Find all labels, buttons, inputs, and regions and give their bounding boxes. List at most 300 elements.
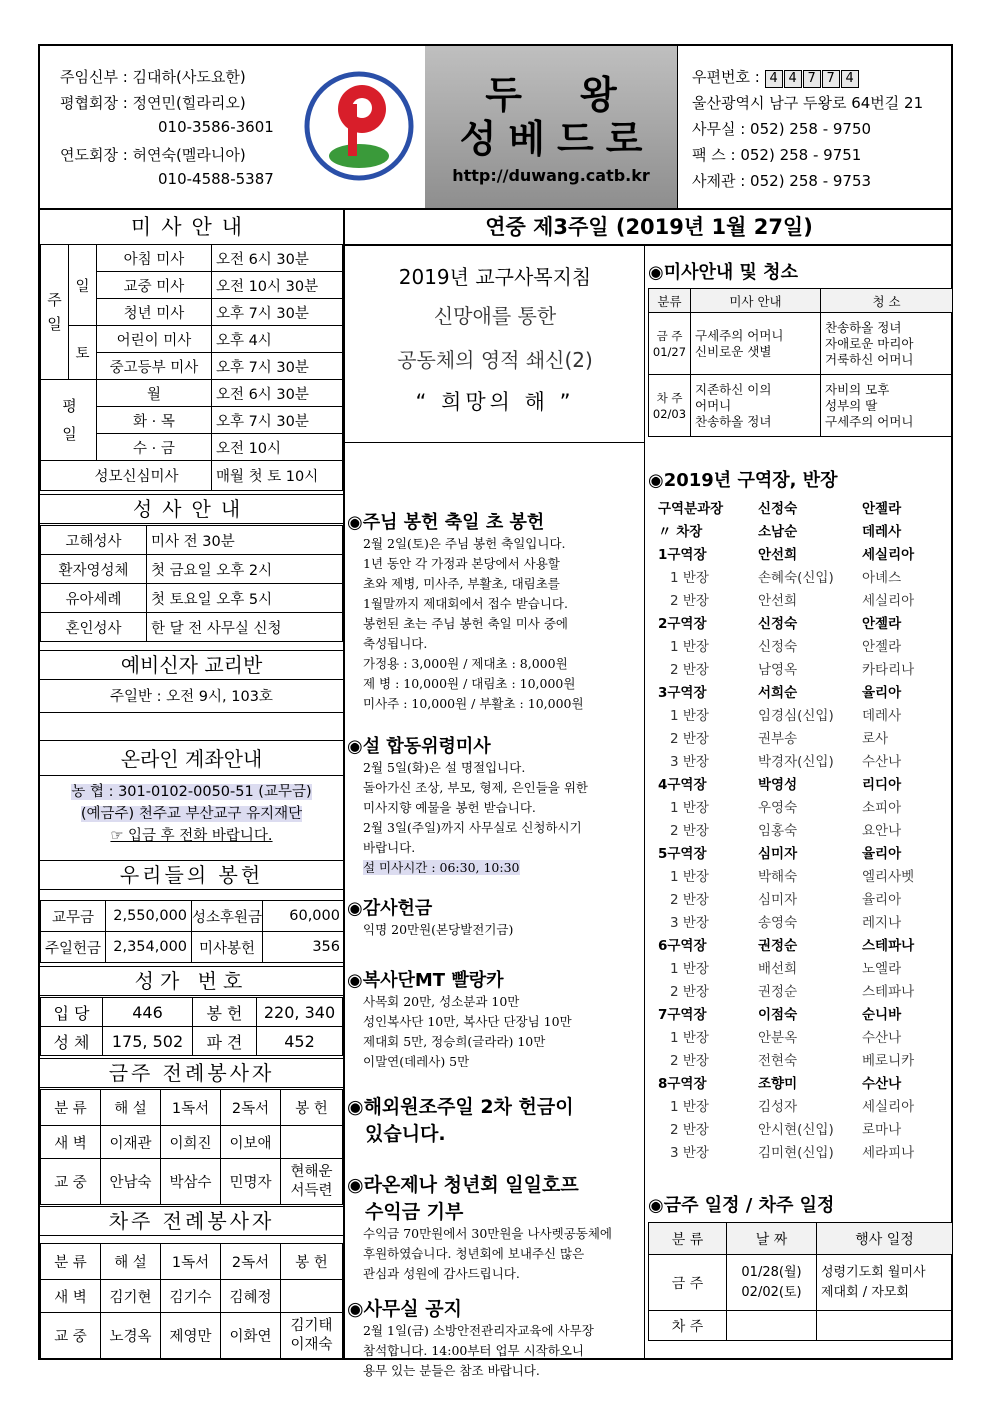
schedule-date: 02/02(토) [741,1284,802,1300]
district-role: 3 반장 [670,915,709,931]
clean-week-date: 02/03 [652,406,687,421]
district-row [646,659,946,682]
offering-label: 성소후원금 [192,901,263,932]
hymn-number: 446 [103,998,193,1027]
district-baptismal-name: 수산나 [862,754,902,770]
district-row [646,1050,946,1073]
district-row [646,567,946,590]
servers-cell: 교 중 [41,1159,101,1205]
hymn-label: 성 체 [41,1027,103,1056]
district-row [646,1096,946,1119]
district-name: 안시현(신입) [758,1122,834,1138]
notice-title: ◉해외원조주일 2차 헌금이 [347,1096,574,1118]
notice-altar-mt [347,966,572,1072]
notice-line: 관심과 성원에 감사드립니다. [363,1266,520,1281]
district-name: 배선희 [758,961,798,977]
servers-this-table [40,1089,343,1205]
district-row [646,613,946,636]
clean-group: 거룩하신 어머니 [825,351,914,367]
account-box [40,781,343,847]
notice-line: 수익금 70만원에서 30만원을 나사렛공동체에 [363,1226,613,1241]
clean-group: 성부의 딸 [825,397,878,413]
district-name: 권부송 [758,731,798,747]
servers-header: 봉 헌 [281,1244,343,1280]
district-row [646,498,946,521]
district-name: 조향미 [758,1076,798,1092]
mass-name: 아침 미사 [97,245,212,272]
district-baptismal-name: 세실리아 [862,547,915,563]
schedule-title: ◉금주 일정 / 차주 일정 [648,1195,835,1216]
servers-cell: 새 벽 [41,1280,101,1313]
servers-cell [281,1126,343,1159]
notice-line: 2월 1일(금) 소방안전관리자교육에 사무장 [363,1323,594,1338]
district-row [646,1027,946,1050]
pastoral-line3: 공동체의 영적 쇄신(2) [397,348,593,372]
zip-line [692,66,860,88]
account-holder: (예금주) 천주교 부산교구 유지재단 [80,806,303,822]
servers-cell: 김기태 이재숙 [281,1313,343,1359]
district-role: 1 반장 [670,708,709,724]
schedule-this-week: 금 주 [649,1255,727,1311]
pastoral-line2: 신망애를 통한 [433,304,557,328]
mass-time: 오후 7시 30분 [211,353,342,380]
servers-this-title: 금주 전례봉사자 [40,1058,343,1088]
schedule-event: 성령기도회 월미사 [821,1264,926,1280]
clean-week-date: 01/27 [652,344,687,359]
parish-title-line1: 두왕 [485,73,675,117]
hymn-number: 452 [257,1027,343,1056]
district-row [646,728,946,751]
zip-digit: 4 [784,70,802,88]
district-row [646,820,946,843]
servers-cell: 민명자 [221,1159,281,1205]
mass-title: 미사안내 [130,215,253,239]
district-baptismal-name: 안젤라 [862,616,902,632]
hymns-table [40,997,343,1056]
pastoral-line1: 2019년 교구사목지침 [398,265,592,289]
district-baptismal-name: 순니바 [862,1007,902,1023]
district-role: 2 반장 [670,892,709,908]
servers-header: 봉 헌 [281,1090,343,1126]
clean-group: 자애로운 마리아 [825,335,914,351]
offering-label: 미사봉헌 [192,932,263,963]
district-row [646,636,946,659]
servers-cell [281,1280,343,1313]
district-row [646,912,946,935]
zip-label: 우편번호 : [692,68,760,86]
district-role: 2 반장 [670,1053,709,1069]
hymn-number: 220, 340 [257,998,343,1027]
notice-line: 후원하였습니다. 청년회에 보내주신 많은 [363,1246,585,1261]
sacrament-title: 성사안내 [40,494,343,524]
notice-line: 2월 5일(화)은 설 명절입니다. [363,760,526,775]
notice-line: 이말연(데레사) 5만 [363,1054,470,1069]
clean-group: 자비의 모후 [825,381,890,397]
offering-value: 60,000 [263,901,345,932]
hymn-number: 175, 502 [103,1027,193,1056]
notice-line: 돌아가신 조상, 부모, 형제, 은인들을 위한 [363,780,588,795]
district-role: 1 반장 [670,1099,709,1115]
notice-line: 2월 2일(토)은 주님 봉헌 축일입니다. [363,536,566,551]
district-baptismal-name: 로사 [862,731,889,747]
district-row [646,682,946,705]
district-role: 1구역장 [658,547,707,563]
district-baptismal-name: 세실리아 [862,593,915,609]
notice-candle [347,508,584,714]
offering-label: 교무금 [41,901,106,932]
servers-header: 1독서 [161,1244,221,1280]
district-row [646,521,946,544]
servers-cell: 이희진 [161,1126,221,1159]
notice-title: ◉주님 봉헌 축일 초 봉헌 [347,512,545,533]
notice-line: 봉헌된 초는 주님 봉헌 축일 미사 중에 [363,616,568,631]
weekday-label: 평일 [41,380,97,461]
prayer-president-line: 연도회장 : 허연숙(멜라니아) [60,146,246,164]
notice-line: 제 병 : 10,000원 / 대림초 : 10,000원 [363,676,576,691]
notice-title: ◉복사단MT 빨랑카 [347,970,504,991]
header-address [677,46,953,208]
district-name: 안선희 [758,593,798,609]
parish-title-line2: 성베드로 [459,117,655,161]
offering-table [40,900,345,963]
district-baptismal-name: 엘리사벳 [862,869,915,885]
servers-cell: 새 벽 [41,1126,101,1159]
district-role: 5구역장 [658,846,707,862]
district-name: 박해숙 [758,869,798,885]
district-name: 신정숙 [758,501,798,517]
clean-week-label: 차 주 [656,390,683,405]
header-contacts [40,46,425,208]
sacrament-name: 고해성사 [41,526,147,555]
district-name: 남영옥 [758,662,798,678]
district-name: 신정숙 [758,639,798,655]
district-baptismal-name: 안젤라 [862,639,902,655]
notice-title: ◉라온제나 청년회 일일호프 [347,1174,579,1196]
notice-line: 용무 있는 분들은 참조 바랍니다. [363,1363,540,1378]
clean-mass-group: 구세주의 어머니 [695,327,784,343]
district-title: ◉2019년 구역장, 반장 [648,470,838,491]
notice-office [347,1294,594,1381]
district-list [646,498,946,1165]
mass-time: 오전 10시 30분 [211,272,342,299]
district-name: 권정순 [758,984,798,1000]
district-role: 2 반장 [670,662,709,678]
district-baptismal-name: 레지나 [862,915,902,931]
district-role: 3구역장 [658,685,707,701]
district-baptismal-name: 로마나 [862,1122,902,1138]
district-name: 서희순 [758,685,798,701]
district-name: 김미현(신입) [758,1145,834,1161]
mass-time: 오전 10시 [211,434,342,461]
parish-url[interactable]: http://duwang.catb.kr [452,166,650,185]
mass-name: 화 · 목 [97,407,212,434]
servers-cell: 이보애 [221,1126,281,1159]
district-role: 6구역장 [658,938,707,954]
district-role: 7구역장 [658,1007,707,1023]
parish-logo-icon [302,64,417,189]
district-row [646,590,946,613]
clean-group: 구세주의 어머니 [825,413,914,429]
notice-line: 사목회 20만, 성소분과 10만 [363,994,520,1009]
district-role: 1 반장 [670,639,709,655]
schedule-event: 제대회 / 자모회 [821,1284,909,1300]
district-row [646,889,946,912]
zip-digit: 7 [822,70,840,88]
district-baptismal-name: 카타리나 [862,662,915,678]
notice-line: 초와 제병, 미사주, 부활초, 대림초를 [363,576,560,591]
sunday-label: 주일 [41,245,69,380]
servers-cell: 안남숙 [101,1159,161,1205]
schedule-date: 01/28(월) [741,1264,802,1280]
district-role: 3 반장 [670,754,709,770]
mass-name: 어린이 미사 [97,326,212,353]
district-role: 8구역장 [658,1076,707,1092]
district-name: 손혜숙(신입) [758,570,834,586]
district-role: 2 반장 [670,984,709,1000]
right-column [646,246,953,1335]
servers-cell: 박삼수 [161,1159,221,1205]
district-baptismal-name: 스테파나 [862,938,915,954]
district-role: 구역분과장 [658,501,724,517]
notice-line: 미사주 : 10,000원 / 부활초 : 10,000원 [363,696,584,711]
clean-mass-group: 찬송하올 정녀 [695,413,772,429]
pastor-line: 주임신부 : 김대하(사도요한) [60,68,246,86]
catechumen-line: 주일반 : 오전 9시, 103호 [110,689,273,705]
district-baptismal-name: 세라피나 [862,1145,915,1161]
special-mass-time: 매월 첫 토 10시 [211,461,342,491]
district-name: 신정숙 [758,616,798,632]
schedule-header: 행사 일정 [817,1223,953,1255]
servers-header: 해 설 [101,1090,161,1126]
district-name: 전현숙 [758,1053,798,1069]
servers-cell: 김기현 [101,1280,161,1313]
hymn-label: 입 당 [41,998,103,1027]
servers-next-table [40,1243,343,1359]
district-row [646,1119,946,1142]
fax-phone: 팩 스 : 052) 258 - 9751 [692,146,862,164]
sunday-il-label: 일 [69,245,97,326]
district-role: 1 반장 [670,570,709,586]
servers-cell: 교 중 [41,1313,101,1359]
district-baptismal-name: 안젤라 [862,501,902,517]
district-role: 1 반장 [670,1030,709,1046]
servers-cell: 현해운 서득련 [281,1159,343,1205]
district-row [646,866,946,889]
servers-cell: 이화연 [221,1313,281,1359]
sunday-title: 연중 제3주일 (2019년 1월 27일) [485,215,813,239]
offering-label: 주일헌금 [41,932,106,963]
district-baptismal-name: 세실리아 [862,1099,915,1115]
servers-next-title: 차주 전례봉사자 [40,1206,343,1236]
notice-line: 설 미사시간 : 06:30, 10:30 [363,860,520,875]
notice-title: 수익금 기부 [365,1201,464,1223]
mass-time: 오전 6시 30분 [211,245,342,272]
district-baptismal-name: 수산나 [862,1076,902,1092]
servers-header: 분 류 [41,1244,101,1280]
notice-line: 1월말까지 제대회에서 접수 받습니다. [363,596,568,611]
clean-mass-group: 신비로운 샛별 [695,343,772,359]
district-baptismal-name: 베로니카 [862,1053,915,1069]
clean-mass-group: 어머니 [695,397,732,413]
office-phone: 사무실 : 052) 258 - 9750 [692,120,872,138]
district-name: 이점숙 [758,1007,798,1023]
district-name: 안선희 [758,547,798,563]
notice-youth-donation [347,1170,612,1284]
district-row [646,797,946,820]
district-row [646,981,946,1004]
council-president-phone: 010-3586-3601 [158,118,274,136]
notice-line: 익명 20만원(본당발전기금) [363,922,514,937]
servers-header: 분 류 [41,1090,101,1126]
notice-line: 참석합니다. 14:00부터 업무 시작하오니 [363,1343,584,1358]
mass-name: 월 [97,380,212,407]
notice-title: ◉사무실 공지 [347,1298,462,1320]
clean-week-label: 금 주 [656,328,683,343]
parish-title-box [425,46,677,208]
offering-value: 2,354,000 [106,932,192,963]
notice-line: 2월 3일(주일)까지 사무실로 신청하시기 [363,820,582,835]
zip-digit: 4 [765,70,783,88]
clean-mass-group: 지존하신 이의 [695,381,772,397]
mass-name: 중고등부 미사 [97,353,212,380]
notice-line: 가정용 : 3,000원 / 제대초 : 8,000원 [363,656,568,671]
district-name: 김성자 [758,1099,798,1115]
saturday-label: 토 [69,326,97,380]
address-line: 울산광역시 남구 두왕로 64번길 21 [692,94,924,112]
district-row [646,1004,946,1027]
special-mass-name: 성모신심미사 [41,461,212,491]
notice-title: ◉설 합동위령미사 [347,736,491,757]
district-role: 2구역장 [658,616,707,632]
servers-cell: 김기수 [161,1280,221,1313]
notice-line: 미사지향 예물을 봉헌 받습니다. [363,800,536,815]
district-name: 우영숙 [758,800,798,816]
mass-time: 오후 7시 30분 [211,299,342,326]
district-name: 박경자(신입) [758,754,834,770]
district-baptismal-name: 데레사 [862,524,902,540]
clean-table [648,288,953,437]
notice-memorial-mass [347,732,588,878]
notice-overseas-aid [347,1092,574,1146]
notice-title: 있습니다. [365,1123,446,1145]
clean-header: 미사 안내 [691,289,821,313]
district-role: 2 반장 [670,731,709,747]
notice-title: ◉감사헌금 [347,898,433,919]
sacrament-desc: 미사 전 30분 [147,526,343,555]
offering-title: 우리들의 봉헌 [40,860,343,890]
district-role: 4구역장 [658,777,707,793]
district-name: 박영성 [758,777,798,793]
schedule-table [648,1222,953,1341]
district-row [646,774,946,797]
servers-cell: 제영만 [161,1313,221,1359]
prayer-president-phone: 010-4588-5387 [158,170,274,188]
district-baptismal-name: 요안나 [862,823,902,839]
sacrament-name: 유아세례 [41,584,147,613]
district-baptismal-name: 소피아 [862,800,902,816]
zip-digit: 7 [803,70,821,88]
district-name: 임경심(신입) [758,708,834,724]
district-name: 임홍숙 [758,823,798,839]
clean-group: 찬송하올 정녀 [825,319,902,335]
district-baptismal-name: 스테파나 [862,984,915,1000]
sacrament-desc: 한 달 전 사무실 신청 [147,613,343,642]
district-baptismal-name: 노엘라 [862,961,902,977]
rectory-phone: 사제관 : 052) 258 - 9753 [692,172,872,190]
notice-line: 축성됩니다. [363,636,428,651]
district-baptismal-name: 율리아 [862,892,902,908]
district-role: 〃 차장 [658,524,703,540]
notice-line: 1년 동안 각 가정과 본당에서 사용할 [363,556,560,571]
zip-digit: 4 [841,70,859,88]
district-name: 권정순 [758,938,798,954]
middle-column [345,246,645,1378]
mass-name: 수 · 금 [97,434,212,461]
sacrament-table [40,525,343,642]
pastoral-line4: “ 희망의 해 ” [415,390,575,414]
council-president-line: 평협회장 : 정연민(힐라리오) [60,94,246,112]
account-number: 농 협 : 301-0102-0050-51 (교무금) [71,784,312,800]
district-role: 2 반장 [670,823,709,839]
mass-time: 오전 6시 30분 [211,380,342,407]
hymns-title: 성가 번호 [40,966,343,996]
mass-name: 청년 미사 [97,299,212,326]
sacrament-name: 환자영성체 [41,555,147,584]
hymn-label: 파 견 [193,1027,257,1056]
district-name: 심미자 [758,846,798,862]
account-note: ☞ 입금 후 전화 바랍니다. [110,828,273,844]
offering-value: 356 [263,932,345,963]
notice-line: 제대회 5만, 정승희(글라라) 10만 [363,1034,546,1049]
bulletin-sheet [38,44,953,1378]
notice-line: 바랍니다. [363,840,416,855]
clean-title: ◉미사안내 및 청소 [648,262,798,283]
district-row [646,1073,946,1096]
servers-header: 2독서 [221,1090,281,1126]
sacrament-desc: 첫 토요일 오후 5시 [147,584,343,613]
servers-header: 해 설 [101,1244,161,1280]
clean-header: 청 소 [821,289,953,313]
district-role: 1 반장 [670,961,709,977]
schedule-next-week: 차 주 [649,1311,727,1341]
servers-cell: 노경옥 [101,1313,161,1359]
district-row [646,843,946,866]
district-role: 2 반장 [670,593,709,609]
district-row [646,705,946,728]
district-role: 2 반장 [670,1122,709,1138]
district-baptismal-name: 아녜스 [862,570,902,586]
sacrament-desc: 첫 금요일 오후 2시 [147,555,343,584]
notice-line: 성인복사단 10만, 복사단 단장님 10만 [363,1014,572,1029]
servers-cell: 이재관 [101,1126,161,1159]
sacrament-name: 혼인성사 [41,613,147,642]
servers-header: 1독서 [161,1090,221,1126]
district-baptismal-name: 데레사 [862,708,902,724]
clean-header: 분류 [649,289,691,313]
district-baptismal-name: 율리아 [862,685,902,701]
schedule-header: 분 류 [649,1223,727,1255]
servers-header: 2독서 [221,1244,281,1280]
district-role: 3 반장 [670,1145,709,1161]
district-name: 안분옥 [758,1030,798,1046]
hymn-label: 봉 헌 [193,998,257,1027]
pastoral-guideline [345,246,645,422]
district-name: 심미자 [758,892,798,908]
district-role: 1 반장 [670,869,709,885]
district-baptismal-name: 리디아 [862,777,902,793]
district-row [646,958,946,981]
district-name: 소남순 [758,524,798,540]
